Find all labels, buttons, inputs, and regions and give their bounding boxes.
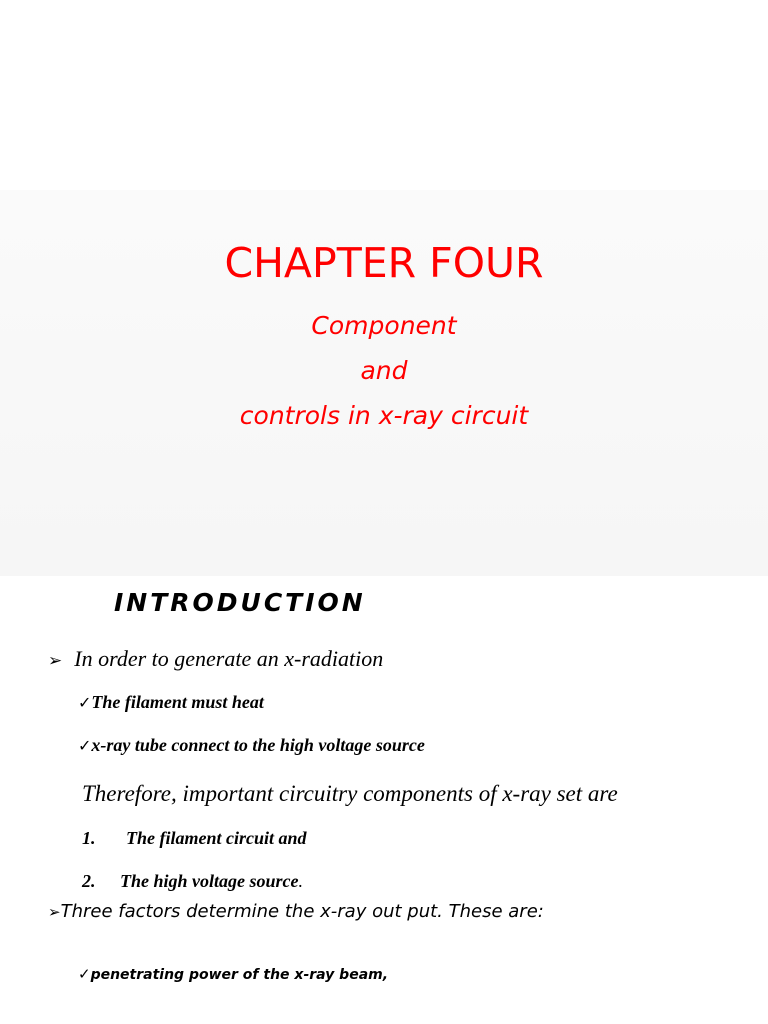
item-text: The high voltage source <box>120 871 299 891</box>
chapter-title: CHAPTER FOUR <box>224 239 544 287</box>
subtitle-line: Component <box>311 311 457 340</box>
checkmark-icon: ✓ <box>78 965 91 983</box>
factor-text: penetrating power of the x-ray beam, <box>90 967 389 983</box>
subtitle-line: controls in x-ray circuit <box>239 401 529 430</box>
checkmark-icon: ✓ <box>78 693 92 712</box>
check-item-filament <box>78 692 264 713</box>
item-suffix: . <box>298 871 303 891</box>
arrow-bullet-icon: ➢ <box>48 903 61 921</box>
bullet-three-factors <box>48 901 544 922</box>
bullet-text: Three factors determine the x-ray out put. These are: <box>60 901 544 922</box>
checkmark-icon: ✓ <box>78 736 92 755</box>
therefore-statement: Therefore, important circuitry components of x-ray set are <box>82 781 618 806</box>
subtitle-line: and <box>360 356 408 385</box>
introduction-heading: INTRODUCTION <box>114 588 366 617</box>
numbered-item-2 <box>82 871 303 892</box>
numbered-item-1 <box>82 828 307 849</box>
bullet-generate-xradiation <box>48 646 383 672</box>
item-number: 1. <box>82 828 96 848</box>
check-item-tube <box>78 735 425 756</box>
arrow-bullet-icon: ➢ <box>48 651 63 671</box>
factor-item-penetrating <box>78 965 388 983</box>
item-number: 2. <box>82 871 96 891</box>
chapter-subtitle <box>0 303 768 438</box>
item-text: The filament circuit and <box>126 828 307 848</box>
bullet-text: In order to generate an x-radiation <box>74 646 384 671</box>
check-text: The filament must heat <box>91 692 264 712</box>
check-text: x-ray tube connect to the high voltage source <box>91 735 425 755</box>
